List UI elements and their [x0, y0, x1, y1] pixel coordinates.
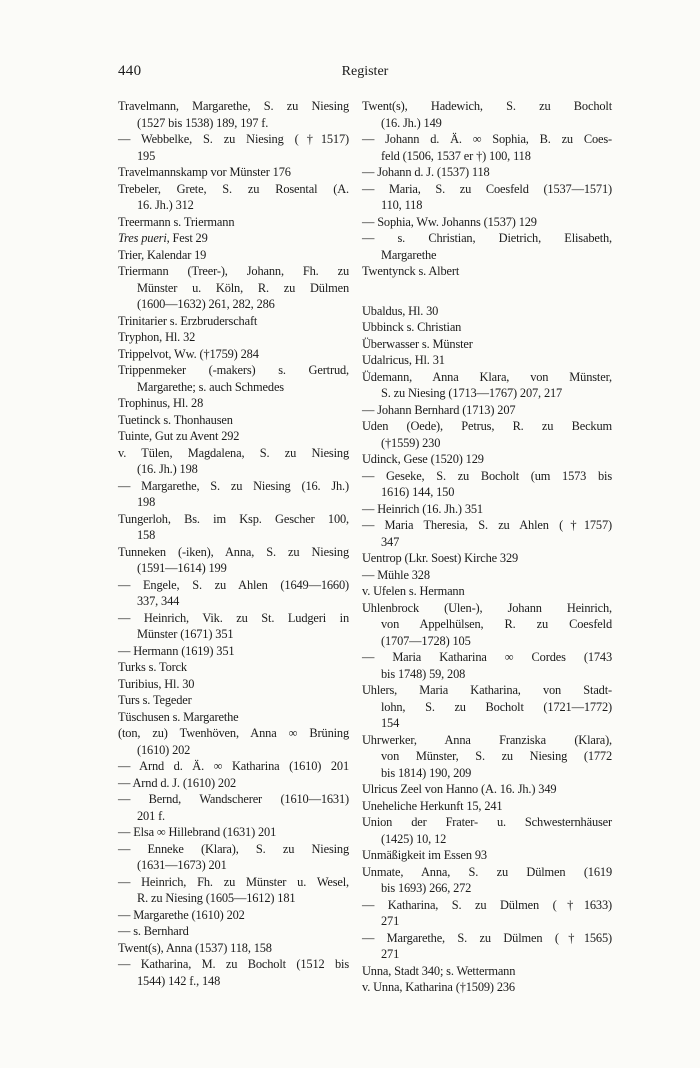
index-line: (16. Jh.) 198 — [137, 462, 198, 476]
index-line: Twentynck s. Albert — [362, 264, 460, 278]
index-line: 16. Jh.) 312 — [137, 198, 194, 212]
index-line: Tuetinck s. Thonhausen — [118, 412, 233, 427]
page-number: 440 — [118, 63, 142, 79]
index-line: 1544) 142 f., 148 — [137, 973, 221, 988]
index-line: (†1559) 230 — [381, 435, 441, 450]
index-line: — Hermann (1619) 351 — [118, 643, 235, 658]
index-line: Tunneken (-iken), Anna, S. zu Niesing — [118, 544, 349, 559]
index-line: (1631—1673) 201 — [137, 858, 227, 872]
index-line: — Arnd d. J. (1610) 202 — [118, 775, 237, 790]
index-line: 271 — [381, 947, 400, 961]
index-line: — Margarethe (1610) 202 — [118, 907, 245, 922]
index-line: Tüschusen s. Margarethe — [118, 709, 239, 724]
index-right-column — [362, 98, 612, 996]
index-line: (1425) 10, 12 — [381, 831, 447, 846]
index-line: — Margarethe, S. zu Niesing (16. Jh.) — [118, 478, 349, 493]
index-line: Union der Frater- u. Schwesternhäuser — [362, 815, 612, 829]
index-line: Ulricus Zeel von Hanno (A. 16. Jh.) 349 — [362, 782, 557, 796]
index-line: (1707—1728) 105 — [381, 633, 471, 648]
index-line: Margarethe — [381, 247, 437, 262]
index-line: — s. Christian, Dietrich, Elisabeth, — [362, 231, 612, 245]
index-line: Turibius, Hl. 30 — [118, 676, 195, 691]
index-line: Trier, Kalendar 19 — [118, 247, 207, 262]
index-line: Uhlenbrock (Ulen-), Johann Heinrich, — [362, 600, 612, 615]
index-line: Trinitarier s. Erzbruderschaft — [118, 313, 258, 328]
index-line: Ubbinck s. Christian — [362, 320, 462, 334]
index-line: bis 1814) 190, 209 — [381, 765, 472, 780]
index-line: — Sophia, Ww. Johanns (1537) 129 — [362, 214, 537, 229]
index-line: — Bernd, Wandscherer (1610—1631) — [118, 792, 349, 806]
index-line: Trebeler, Grete, S. zu Rosental (A. — [118, 181, 349, 196]
index-line: 158 — [137, 528, 156, 542]
index-line: — Heinrich, Fh. zu Münster u. Wesel, — [118, 874, 349, 889]
index-line: v. Unna, Katharina (†1509) 236 — [362, 980, 515, 994]
index-line: Überwasser s. Münster — [362, 336, 473, 351]
index-line: Tres pueri, Fest 29 — [118, 231, 208, 245]
index-line: Turs s. Tegeder — [118, 693, 192, 707]
index-line: Uentrop (Lkr. Soest) Kirche 329 — [362, 551, 519, 565]
index-columns — [118, 98, 612, 996]
index-line: feld (1506, 1537 er †) 100, 118 — [381, 148, 531, 163]
index-line: — Geseke, S. zu Bocholt (um 1573 bis — [362, 468, 612, 483]
index-line: Uden (Oede), Petrus, R. zu Beckum — [362, 419, 612, 433]
index-line: Unmate, Anna, S. zu Dülmen (1619 — [362, 864, 612, 879]
index-line: — Heinrich (16. Jh.) 351 — [362, 501, 483, 516]
index-line: Uneheliche Herkunft 15, 241 — [362, 798, 503, 813]
index-line: Udalricus, Hl. 31 — [362, 353, 445, 367]
index-line: — Johann d. J. (1537) 118 — [362, 165, 490, 179]
index-line: 271 — [381, 914, 400, 928]
index-line: — Webbelke, S. zu Niesing (†1517) — [118, 132, 349, 146]
index-line: 201 f. — [137, 808, 166, 823]
index-line: Trophinus, Hl. 28 — [118, 396, 204, 410]
index-line: Trippenmeker (-makers) s. Gertrud, — [118, 363, 349, 377]
index-line: Uhrwerker, Anna Franziska (Klara), — [362, 732, 612, 747]
index-line: — Maria, S. zu Coesfeld (1537—1571) — [362, 181, 612, 196]
index-line: Tryphon, Hl. 32 — [118, 330, 196, 344]
index-line: — Katharina, S. zu Dülmen (†1633) — [362, 897, 612, 912]
index-line: — Johann d. Ä. ∞ Sophia, B. zu Coes- — [362, 132, 612, 146]
index-line: 154 — [381, 716, 400, 730]
index-line: Travelmann, Margarethe, S. zu Niesing — [118, 99, 349, 113]
index-line: von Münster, S. zu Niesing (1772 — [381, 749, 612, 763]
index-line: 1616) 144, 150 — [381, 485, 455, 499]
running-header: Register — [341, 64, 389, 79]
index-line: Turks s. Torck — [118, 660, 187, 674]
index-line: (16. Jh.) 149 — [381, 115, 442, 130]
index-line: Treermann s. Triermann — [118, 214, 235, 229]
index-line: bis 1748) 59, 208 — [381, 666, 466, 681]
index-line: Uhlers, Maria Katharina, von Stadt- — [362, 683, 612, 697]
index-line: — Katharina, M. zu Bocholt (1512 bis — [118, 957, 349, 971]
index-line: — Arnd d. Ä. ∞ Katharina (1610) 201 — [118, 759, 349, 773]
index-line: — Mühle 328 — [362, 567, 430, 582]
index-line: Travelmannskamp vor Münster 176 — [118, 165, 291, 179]
section-gap — [362, 280, 612, 303]
index-line: — Maria Theresia, S. zu Ahlen (†1757) — [362, 518, 612, 532]
index-line: v. Ufelen s. Hermann — [362, 584, 465, 598]
index-line: Üdemann, Anna Klara, von Münster, — [362, 369, 612, 384]
index-line: — Enneke (Klara), S. zu Niesing — [118, 841, 349, 856]
index-line: — Heinrich, Vik. zu St. Ludgeri in — [118, 610, 349, 625]
index-line: — Johann Bernhard (1713) 207 — [362, 402, 516, 417]
index-line: Twent(s), Hadewich, S. zu Bocholt — [362, 99, 612, 113]
index-line: bis 1693) 266, 272 — [381, 881, 472, 895]
index-line: (1527 bis 1538) 189, 197 f. — [137, 115, 269, 130]
page-header — [118, 63, 612, 83]
index-line: Ubaldus, Hl. 30 — [362, 303, 439, 318]
italic-term: Tres pueri — [118, 231, 167, 245]
index-line: v. Tülen, Magdalena, S. zu Niesing — [118, 445, 349, 460]
index-line: 337, 344 — [137, 594, 180, 608]
index-line: Unna, Stadt 340; s. Wettermann — [362, 963, 516, 978]
index-line: — Engele, S. zu Ahlen (1649—1660) — [118, 577, 349, 592]
index-line: Tungerloh, Bs. im Ksp. Gescher 100, — [118, 511, 349, 526]
index-line: — s. Bernhard — [118, 924, 189, 938]
index-line: Tuinte, Gut zu Avent 292 — [118, 429, 240, 443]
index-left-column — [118, 98, 349, 996]
index-line: Triermann (Treer-), Johann, Fh. zu — [118, 264, 349, 278]
index-line: (ton, zu) Twenhöven, Anna ∞ Brüning — [118, 726, 349, 740]
index-line: von Appelhülsen, R. zu Coesfeld — [381, 617, 612, 631]
index-line: (1591—1614) 199 — [137, 561, 227, 575]
index-line: Münster u. Köln, R. zu Dülmen — [137, 280, 349, 295]
index-line: 198 — [137, 495, 156, 509]
index-line: 110, 118 — [381, 198, 423, 212]
index-line: S. zu Niesing (1713—1767) 207, 217 — [381, 386, 563, 400]
index-line: lohn, S. zu Bocholt (1721—1772) — [381, 699, 612, 714]
index-line: Udinck, Gese (1520) 129 — [362, 452, 484, 466]
index-line: Unmäßigkeit im Essen 93 — [362, 848, 487, 862]
index-line: R. zu Niesing (1605—1612) 181 — [137, 891, 296, 905]
index-line: Trippelvot, Ww. (†1759) 284 — [118, 346, 259, 361]
index-line: 347 — [381, 534, 400, 549]
index-line: Münster (1671) 351 — [137, 627, 234, 641]
index-line: 195 — [137, 148, 156, 163]
index-line: (1600—1632) 261, 282, 286 — [137, 297, 275, 311]
index-line: Margarethe; s. auch Schmedes — [137, 379, 284, 394]
index-line: — Elsa ∞ Hillebrand (1631) 201 — [118, 825, 277, 839]
index-line: (1610) 202 — [137, 742, 191, 757]
index-line: Twent(s), Anna (1537) 118, 158 — [118, 940, 272, 955]
index-line: — Maria Katharina ∞ Cordes (1743 — [362, 650, 612, 664]
index-line: — Margarethe, S. zu Dülmen (†1565) — [362, 930, 612, 945]
